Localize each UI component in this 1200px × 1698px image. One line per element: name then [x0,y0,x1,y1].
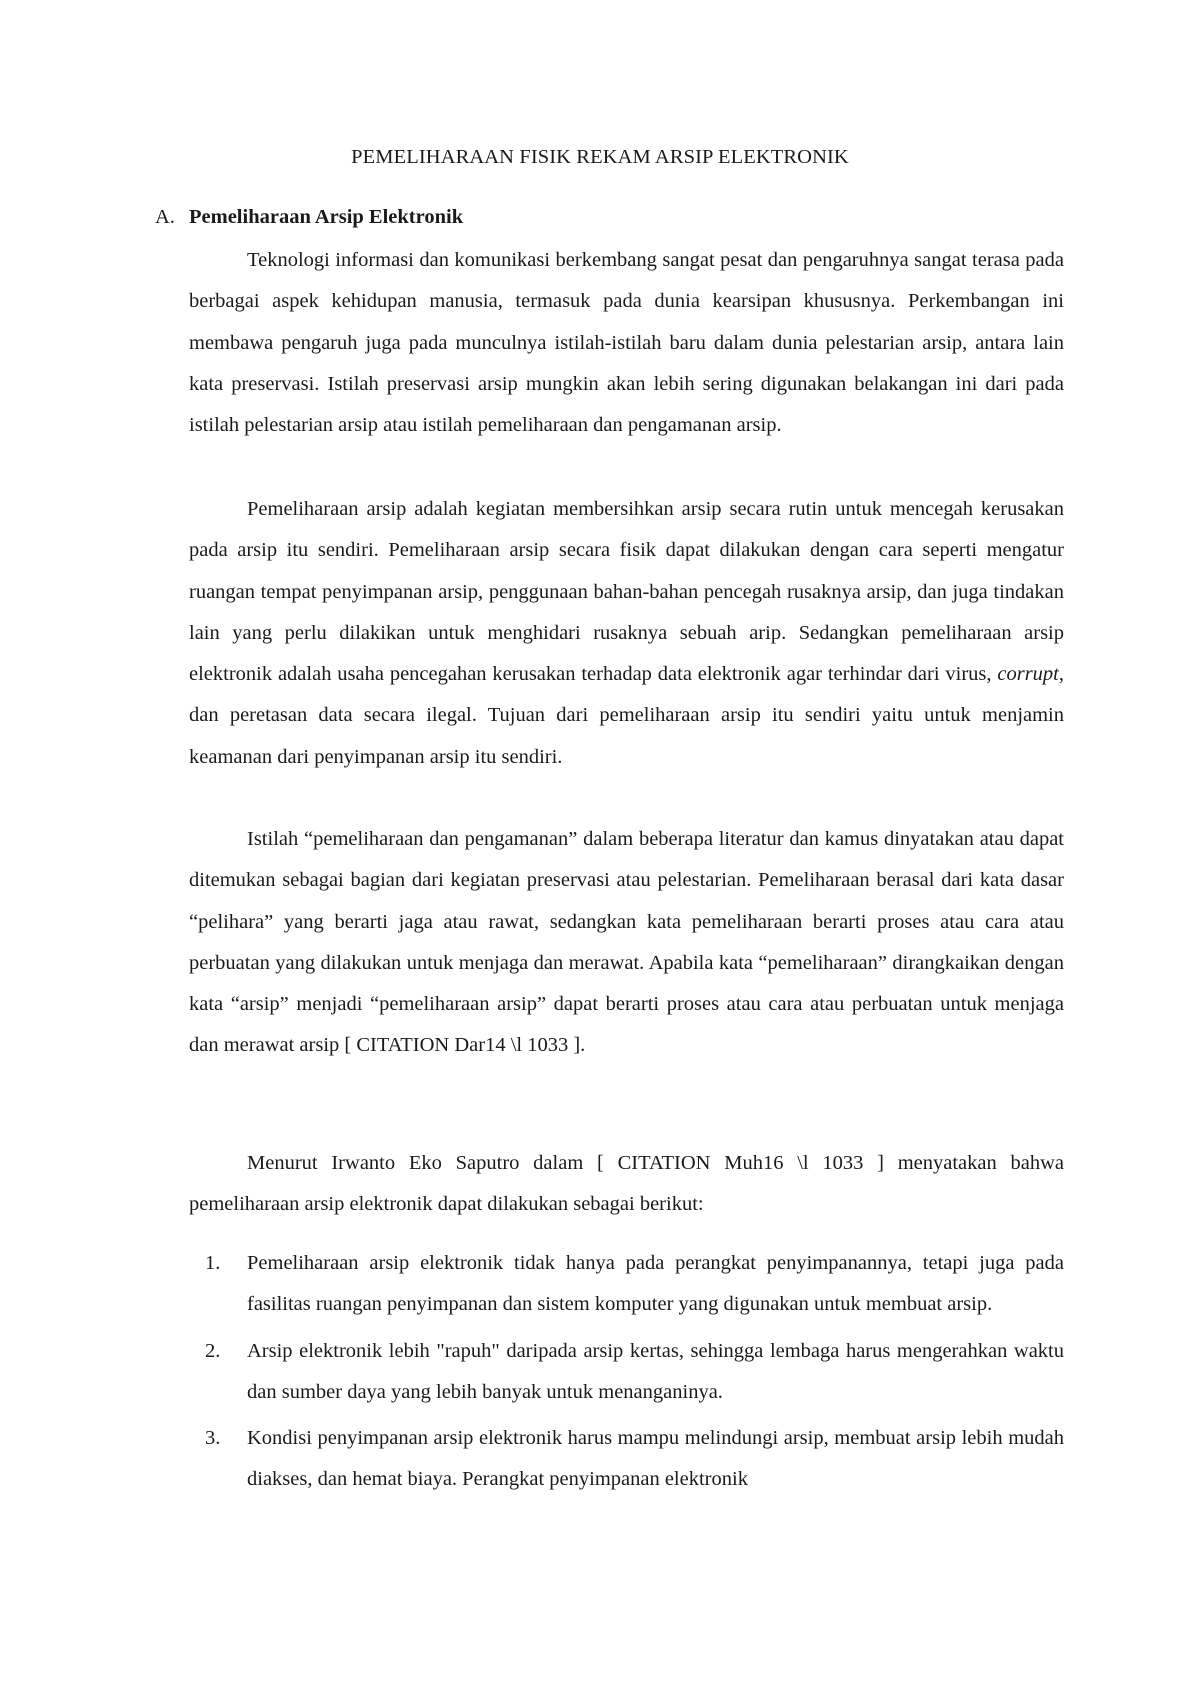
list-item-number: 2. [205,1339,221,1362]
paragraph-2-text-a: Pemeliharaan arsip adalah kegiatan membersihkan arsip secara rutin untuk mencegah kerusakan pada arsip itu sendiri. Pemeliharaan arsip secara fisik dapat dilakukan dengan cara seperti mengatur ruangan tempat penyimpanan arsip, penggunaan bahan-bahan pencegah rusaknya arsip, dan juga tindakan lain yang perlu dilakikan untuk menghidari rusaknya sebuah arip. Sedangkan pemeliharaan arsip elektronik adalah usaha pencegahan kerusakan terhadap data elektronik agar terhindar dari virus, [189,498,1064,686]
list-item-text: Pemeliharaan arsip elektronik tidak hanya pada perangkat penyimpanannya, tetapi juga pada fasilitas ruangan penyimpanan dan sistem komputer yang digunakan untuk membuat arsip. [247,1252,1064,1316]
paragraph-2-text-b: , dan peretasan data secara ilegal. Tujuan dari pemeliharaan arsip itu sendiri yaitu untuk menjamin keamanan dari penyimpanan arsip itu sendiri. [189,663,1064,768]
list-item [189,1418,1064,1501]
list-item-text: Arsip elektronik lebih "rapuh" daripada arsip kertas, sehingga lembaga harus mengerahkan waktu dan sumber daya yang lebih banyak untuk menanganinya. [247,1339,1064,1403]
list-item-text: Kondisi penyimpanan arsip elektronik harus mampu melindungi arsip, membuat arsip lebih mudah diakses, dan hemat biaya. Perangkat penyimpanan elektronik [247,1427,1064,1491]
document-title: PEMELIHARAAN FISIK REKAM ARSIP ELEKTRONIK [351,146,849,168]
section-heading-text: Pemeliharaan Arsip Elektronik [189,206,464,228]
paragraph-4: Menurut Irwanto Eko Saputro dalam [ CITATION Muh16 \l 1033 ] menyatakan bahwa pemeliharaan arsip elektronik dapat dilakukan sebagai berikut: [189,1152,1064,1216]
section-heading [155,206,463,229]
paragraph-1: Teknologi informasi dan komunikasi berkembang sangat pesat dan pengaruhnya sangat terasa pada berbagai aspek kehidupan manusia, termasuk pada dunia kearsipan khususnya. Perkembangan ini membawa pengaruh juga pada munculnya istilah-istilah baru dalam dunia pelestarian arsip, antara lain kata preservasi. Istilah preservasi arsip mungkin akan lebih sering digunakan belakangan ini dari pada istilah pelestarian arsip atau istilah pemeliharaan dan pengamanan arsip. [189,249,1064,437]
numbered-list [189,1243,1064,1501]
section-letter: A. [155,206,175,228]
paragraph-3: Istilah “pemeliharaan dan pengamanan” dalam beberapa literatur dan kamus dinyatakan atau dapat ditemukan sebagai bagian dari kegiatan preservasi atau pelestarian. Pemeliharaan berasal dari kata dasar “pelihara” yang berarti jaga atau rawat, sedangkan kata pemeliharaan berarti proses atau cara atau perbuatan yang dilakukan untuk menjaga dan merawat. Apabila kata “pemeliharaan” dirangkaikan dengan kata “arsip” menjadi “pemeliharaan arsip” dapat berarti proses atau cara atau perbuatan untuk menjaga dan merawat arsip [ CITATION Dar14 \l 1033 ]. [189,828,1064,1057]
list-item [189,1331,1064,1414]
list-item [189,1243,1064,1326]
list-item-number: 1. [205,1252,221,1274]
paragraph-2-italic-term: corrupt [997,663,1059,686]
list-item-number: 3. [205,1427,221,1450]
paragraph-2 [189,489,1064,778]
